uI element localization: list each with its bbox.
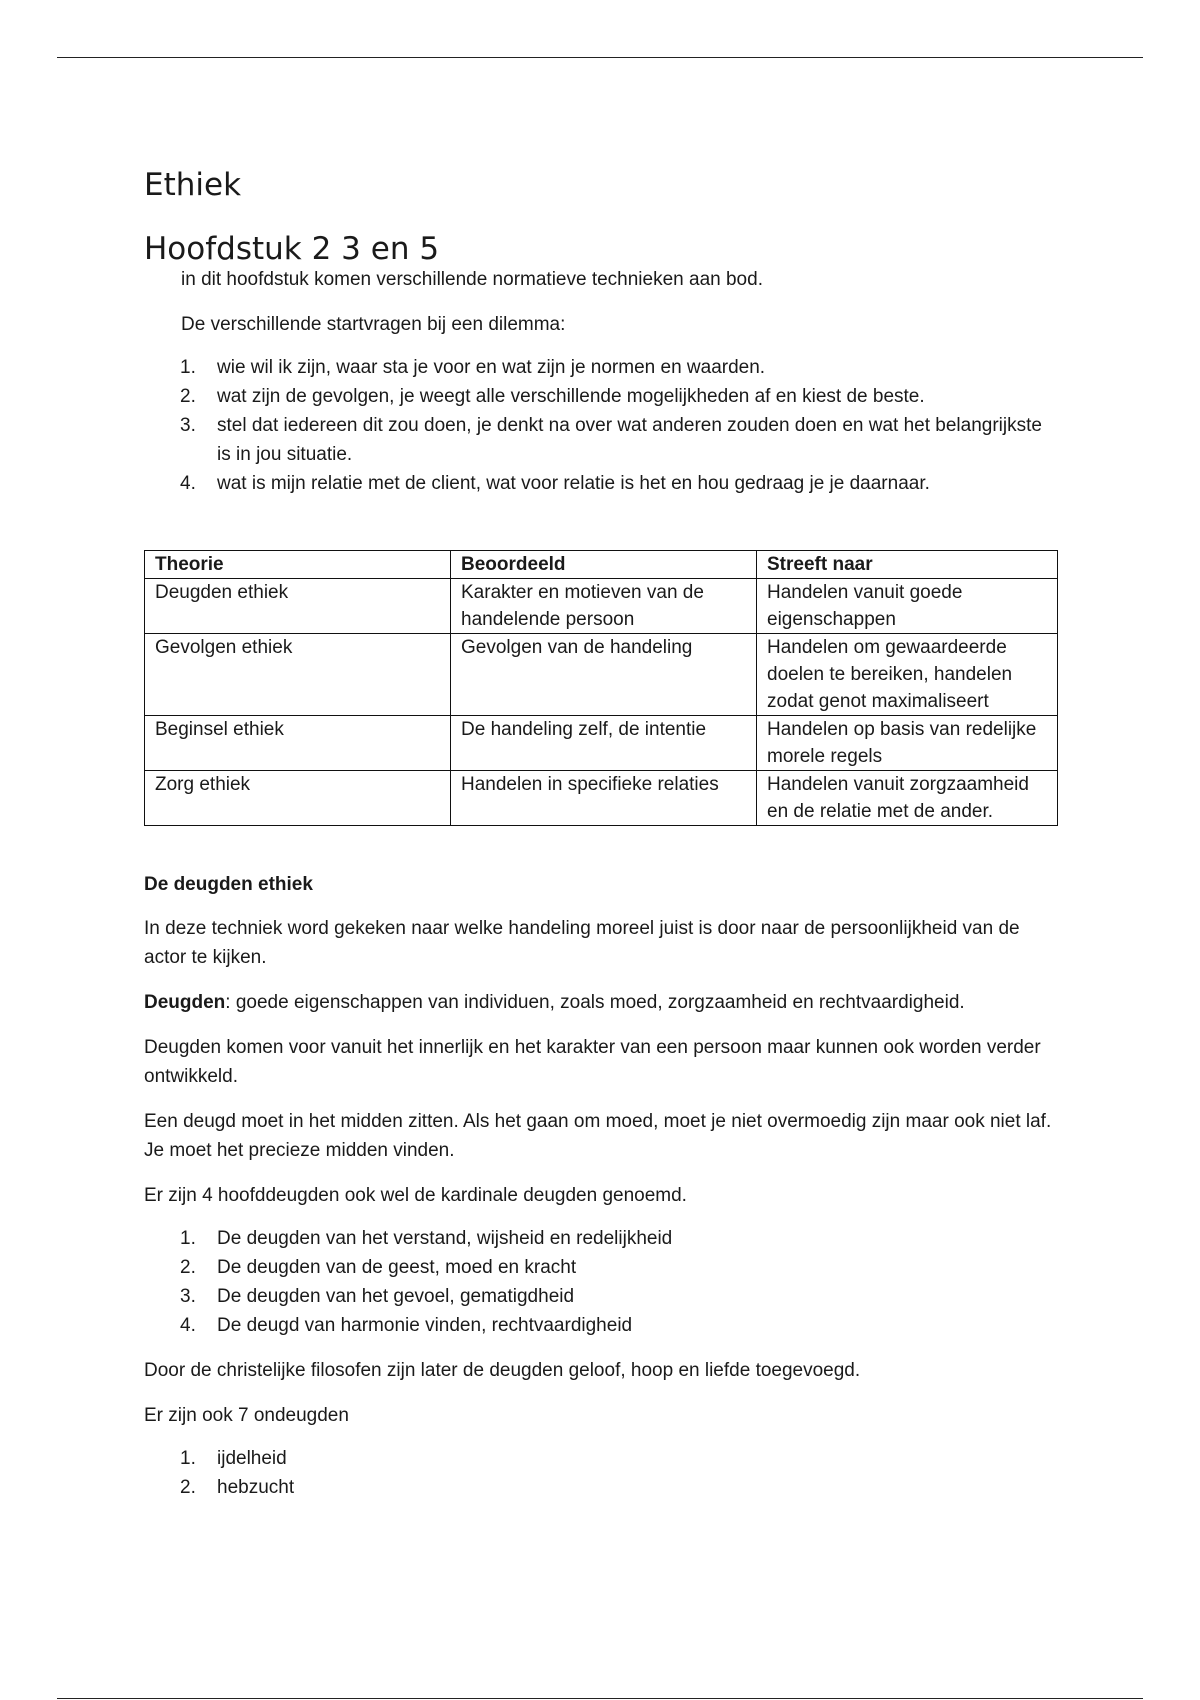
section-heading: De deugden ethiek xyxy=(144,874,313,895)
ethics-table xyxy=(144,550,1058,826)
intro-paragraph: in dit hoofdstuk komen verschillende normatieve technieken aan bod. xyxy=(181,269,763,290)
table-cell: Handelen om gewaardeerde doelen te bereiken, handelen zodat genot maximaliseert xyxy=(757,634,1058,716)
table-header-row xyxy=(145,551,1058,579)
definition-term: Deugden xyxy=(144,992,226,1013)
table-row xyxy=(145,716,1058,771)
table-header-cell: Beoordeeld xyxy=(451,551,757,579)
table-cell: Handelen vanuit goede eigenschappen xyxy=(757,579,1058,634)
table-cell: Beginsel ethiek xyxy=(145,716,451,771)
paragraph: Er zijn 4 hoofddeugden ook wel de kardinale deugden genoemd. xyxy=(144,1185,687,1206)
table-cell: Deugden ethiek xyxy=(145,579,451,634)
ondeugden-list xyxy=(144,1444,1056,1502)
header-rule xyxy=(57,57,1143,58)
paragraph: Deugden komen voor vanuit het innerlijk en het karakter van een persoon maar kunnen ook worden verder ontwikkeld. xyxy=(144,1037,1041,1087)
list-item: 3. stel dat iedereen dit zou doen, je denkt na over wat anderen zouden doen en wat het belangrijkste is in jou situatie. xyxy=(180,415,1042,465)
list-item: 3. De deugden van het gevoel, gematigdheid xyxy=(180,1286,575,1307)
definition-paragraph xyxy=(144,988,1056,1017)
table-cell: Handelen vanuit zorgzaamheid en de relatie met de ander. xyxy=(757,771,1058,826)
paragraph: Een deugd moet in het midden zitten. Als het gaan om moed, moet je niet overmoedig zijn maar ook niet laf. Je moet het precieze midden vinden. xyxy=(144,1111,1052,1161)
list-item: 1. wie wil ik zijn, waar sta je voor en wat zijn je normen en waarden. xyxy=(180,357,766,378)
table-row xyxy=(145,579,1058,634)
startvragen-list xyxy=(144,353,1056,498)
chapter-heading: Hoofdstuk 2 3 en 5 xyxy=(144,231,440,267)
table-cell: Handelen in specifieke relaties xyxy=(451,771,757,826)
deugden-section xyxy=(144,870,1056,1502)
table-header-cell: Theorie xyxy=(145,551,451,579)
list-item: 1. ijdelheid xyxy=(180,1448,287,1469)
paragraph: In deze techniek word gekeken naar welke handeling moreel juist is door naar de persoonlijkheid van de actor te kijken. xyxy=(144,918,1020,968)
table-header-cell: Streeft naar xyxy=(757,551,1058,579)
list-item: 2. hebzucht xyxy=(180,1477,295,1498)
table-cell: Handelen op basis van redelijke morele regels xyxy=(757,716,1058,771)
definition-text: : goede eigenschappen van individuen, zoals moed, zorgzaamheid en rechtvaardigheid. xyxy=(225,992,965,1013)
list-item: 2. De deugden van de geest, moed en kracht xyxy=(180,1257,577,1278)
document-page xyxy=(144,160,1056,1518)
table-cell: Zorg ethiek xyxy=(145,771,451,826)
list-item: 4. De deugd van harmonie vinden, rechtvaardigheid xyxy=(180,1315,633,1336)
table-cell: Gevolgen van de handeling xyxy=(451,634,757,716)
table-row xyxy=(145,634,1058,716)
footer-rule xyxy=(57,1698,1143,1699)
table-cell: Karakter en motieven van de handelende persoon xyxy=(451,579,757,634)
list-item: 4. wat is mijn relatie met de client, wat voor relatie is het en hou gedraag je je daarnaar. xyxy=(180,473,930,494)
intro-block xyxy=(181,265,1056,339)
paragraph: Er zijn ook 7 ondeugden xyxy=(144,1405,349,1426)
paragraph: Door de christelijke filosofen zijn later de deugden geloof, hoop en liefde toegevoegd. xyxy=(144,1360,861,1381)
document-title: Ethiek xyxy=(144,167,242,203)
list-item: 2. wat zijn de gevolgen, je weegt alle verschillende mogelijkheden af en kiest de beste. xyxy=(180,386,925,407)
table-row xyxy=(145,771,1058,826)
list-item: 1. De deugden van het verstand, wijsheid en redelijkheid xyxy=(180,1228,673,1249)
hoofddeugden-list xyxy=(144,1224,1056,1340)
startvragen-intro: De verschillende startvragen bij een dilemma: xyxy=(181,314,566,335)
table-cell: Gevolgen ethiek xyxy=(145,634,451,716)
table-cell: De handeling zelf, de intentie xyxy=(451,716,757,771)
